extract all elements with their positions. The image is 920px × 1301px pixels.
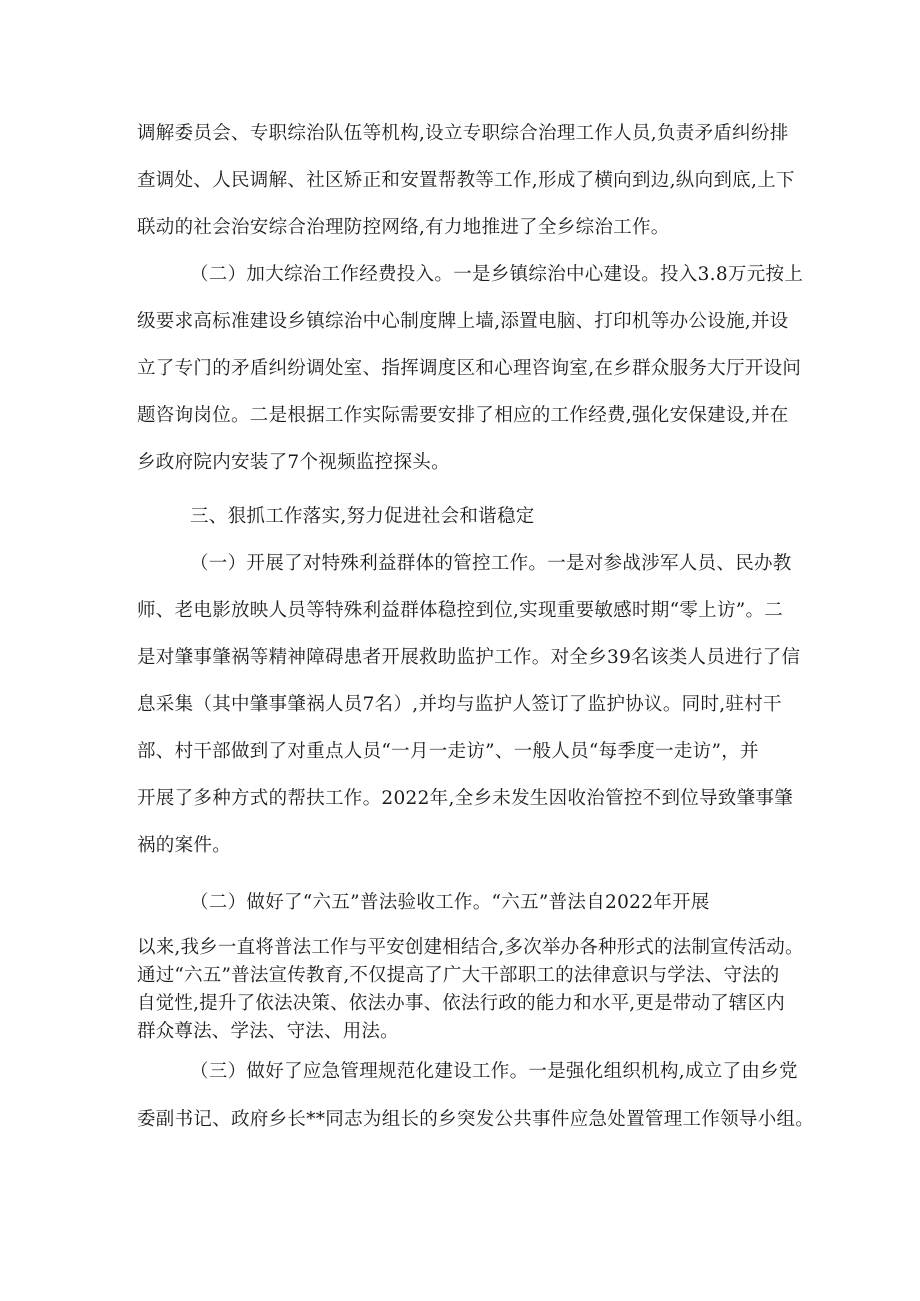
text-line: 级要求高标准建设乡镇综治中心制度牌上墙,添置电脑、打印机等办公设施,并设	[137, 311, 789, 332]
text-line: 调解委员会、专职综治队伍等机构,设立专职综合治理工作人员,负责矛盾纠纷排	[137, 123, 789, 144]
text-line: 题咨询岗位。二是根据工作实际需要安排了相应的工作经费,强化安保建设,并在	[137, 405, 789, 426]
text-line: （二）做好了“六五”普法验收工作。“六五”普法自2022年开展	[190, 892, 710, 913]
text-line: 祸的案件。	[137, 835, 232, 856]
text-line: 乡政府院内安装了7个视频监控探头。	[137, 452, 450, 473]
text-line: 息采集（其中肇事肇祸人员7名）,并均与监护人签订了监护协议。同时,驻村干	[137, 694, 782, 715]
text-line: 群众尊法、学法、守法、用法。	[137, 1021, 399, 1042]
text-line: 立了专门的矛盾纠纷调处室、指挥调度区和心理咨询室,在乡群众服务大厅开设问	[137, 358, 802, 379]
text-line: 开展了多种方式的帮扶工作。2022年,全乡未发生因收治管控不到位导致肇事肇	[137, 788, 794, 809]
text-line: 以来,我乡一直将普法工作与平安创建相结合,多次举办各种形式的法制宣传活动。	[137, 937, 804, 958]
text-line: 通过“六五”普法宣传教育,不仅提高了广大干部职工的法律意识与学法、守法的	[137, 965, 780, 986]
text-line: 师、老电影放映人员等特殊利益群体稳控到位,实现重要敏感时期“零上访”。二	[137, 600, 784, 621]
text-line: （二）加大综治工作经费投入。一是乡镇综治中心建设。投入3.8万元按上	[190, 264, 804, 285]
text-line: 查调处、人民调解、社区矫正和安置帮教等工作,形成了横向到边,纵向到底,上下	[137, 170, 795, 191]
text-line: 委副书记、政府乡长**同志为组长的乡突发公共事件应急处置管理工作领导小组。	[137, 1109, 815, 1130]
text-line: 是对肇事肇祸等精神障碍患者开展救助监护工作。对全乡39名该类人员进行了信	[137, 647, 801, 668]
text-line: （一）开展了对特殊利益群体的管控工作。一是对参战涉军人员、民办教	[190, 553, 792, 574]
text-line: 联动的社会治安综合治理防控网络,有力地推进了全乡综治工作。	[137, 217, 670, 238]
text-line: 部、村干部做到了对重点人员“一月一走访”、一般人员“每季度一走访”，并	[137, 741, 759, 762]
text-line: （三）做好了应急管理规范化建设工作。一是强化组织机构,成立了由乡党	[190, 1061, 798, 1082]
section-heading: 三、狠抓工作落实,努力促进社会和谐稳定	[190, 506, 535, 527]
text-line: 自觉性,提升了依法决策、依法办事、依法行政的能力和水平,更是带动了辖区内	[137, 993, 785, 1014]
